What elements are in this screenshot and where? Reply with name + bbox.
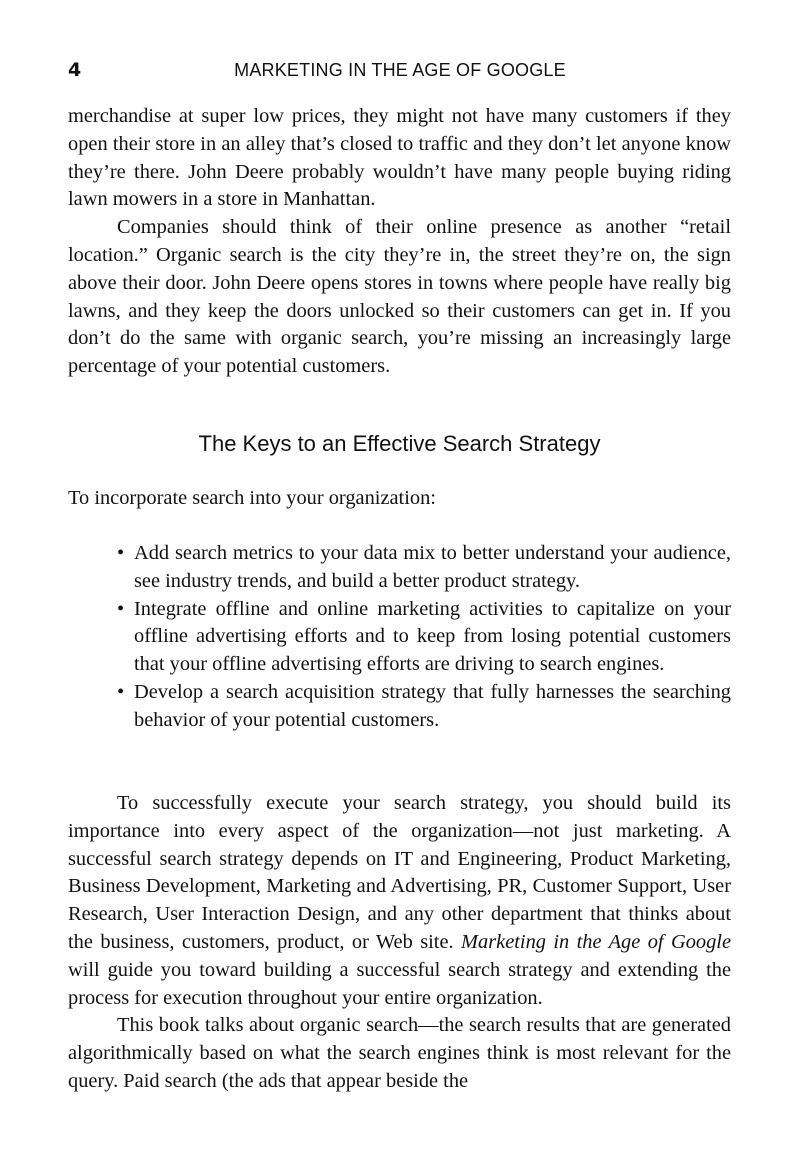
paragraph-execute-strategy [68, 790, 731, 1012]
opening-text [68, 103, 731, 381]
page-header [68, 55, 732, 85]
bullet-item-integrate-marketing: • Integrate offline and online marketing activities to capitalize on your offline advertising efforts and to keep from losing potential customers that your offline advertising efforts are driving to search engines. [117, 596, 731, 679]
paragraph-retail-alley: merchandise at super low prices, they might not have many customers if they open their store in an alley that’s closed to traffic and they don’t let anyone know they’re there. John Deere probably wouldn’t have many people buying riding lawn mowers in a store in Manhattan. [68, 105, 731, 211]
section-intro: To incorporate search into your organization: [68, 487, 436, 509]
bullet-item-acquisition-strategy: • Develop a search acquisition strategy that fully harnesses the searching behavior of your potential customers. [117, 679, 731, 735]
page-number: 4 [68, 59, 82, 81]
section-heading: The Keys to an Effective Search Strategy [198, 431, 601, 456]
strategy-bullet-list [117, 540, 731, 735]
closing-text [68, 790, 731, 1096]
running-head: MARKETING IN THE AGE OF GOOGLE [234, 60, 566, 80]
execute-text-after: will guide you toward building a successful search strategy and extending the process for execution throughout your entire organization. [68, 958, 731, 1009]
paragraph-retail-location: Companies should think of their online presence as another “retail location.” Organic search is the city they’re in, the street they’re on, the sign above their door. John Deere opens stores in towns where people have really big lawns, and they keep the doors unlocked so their customers can get in. If you don’t do the same with organic search, you’re missing an increasingly large percentage of your potential customers. [68, 216, 731, 378]
book-title: Marketing in the Age of Google [461, 930, 731, 953]
bullet-item-search-metrics: • Add search metrics to your data mix to better understand your audience, see industry trends, and build a better product strategy. [117, 540, 731, 596]
paragraph-organic-search: This book talks about organic search—the search results that are generated algorithmically based on what the search engines think is most relevant for the query. Paid search (the ads that appear beside the [68, 1014, 731, 1092]
execute-text-before: To successfully execute your search strategy, you should build its importance into every aspect of the organization—not just marketing. A successful search strategy depends on IT and Engineering, Product Marketing, Business Development, Marketing and Advertising, PR, Customer Support, User Research, User Interaction Design, and any other department that thinks about the business, customers, product, or Web site. [68, 792, 731, 953]
section-intro-block [68, 485, 731, 513]
